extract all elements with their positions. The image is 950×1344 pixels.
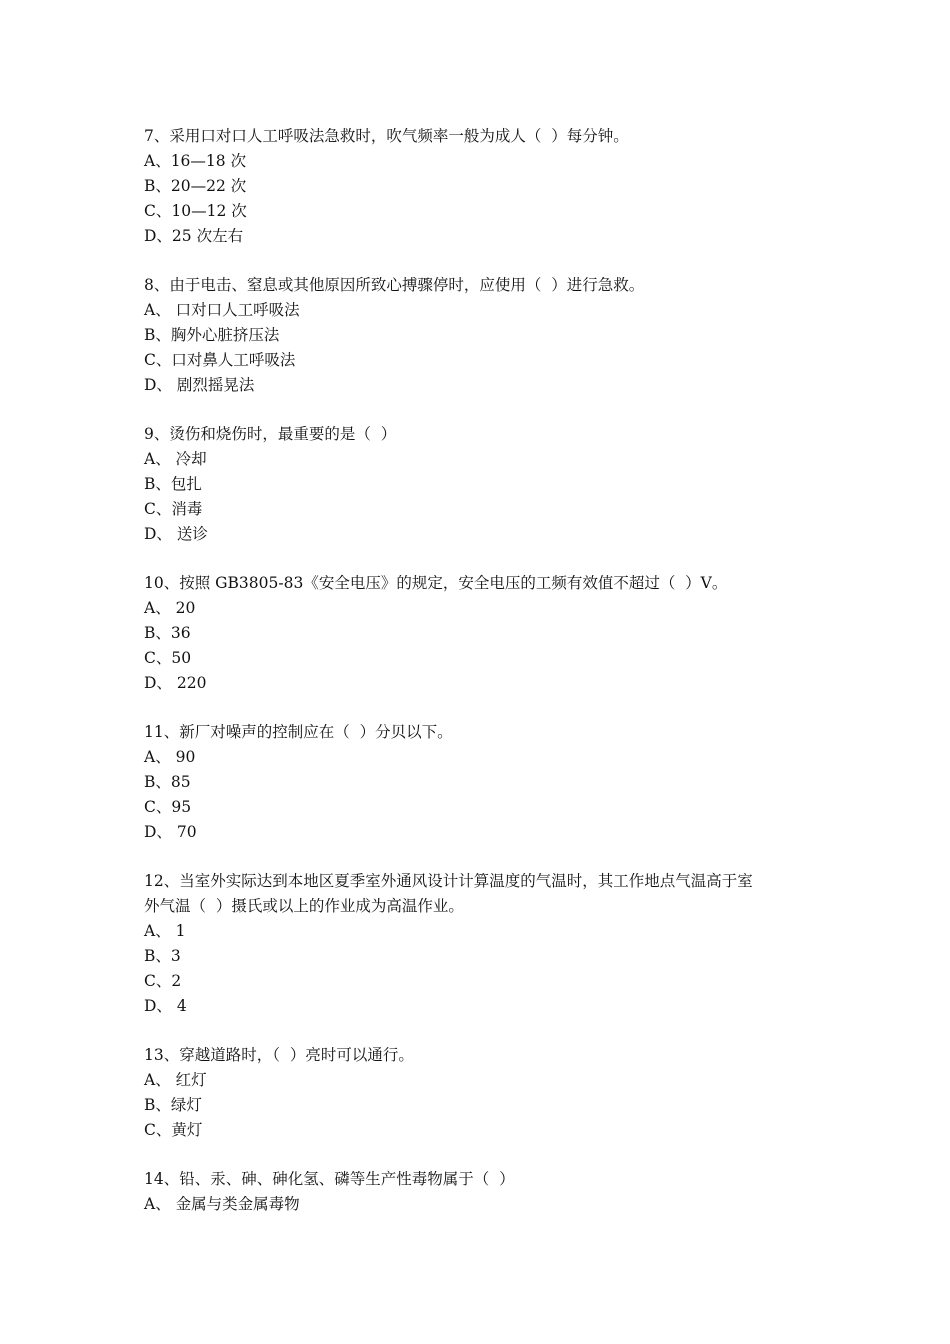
question-stem: 7、采用口对口人工呼吸法急救时，吹气频率一般为成人（ ）每分钟。 — [144, 127, 629, 145]
option-d: D、 4 — [144, 997, 187, 1015]
question-stem: 12、当室外实际达到本地区夏季室外通风设计计算温度的气温时，其工作地点气温高于室 — [144, 872, 753, 890]
option-b: B、36 — [144, 624, 191, 642]
option-c: C、2 — [144, 972, 182, 990]
question-stem: 11、新厂对噪声的控制应在（ ）分贝以下。 — [144, 723, 453, 741]
question-8 — [144, 273, 814, 398]
question-11 — [144, 720, 814, 845]
option-d: D、 送诊 — [144, 525, 208, 543]
option-a: A、 冷却 — [144, 450, 207, 468]
option-d: D、25 次左右 — [144, 227, 244, 245]
option-a: A、16—18 次 — [144, 152, 247, 170]
option-c: C、黄灯 — [144, 1121, 203, 1139]
option-a: A、 1 — [144, 922, 186, 940]
option-c: C、10—12 次 — [144, 202, 247, 220]
option-a: A、 20 — [144, 599, 196, 617]
option-d: D、 220 — [144, 674, 207, 692]
option-a: A、 口对口人工呼吸法 — [144, 301, 300, 319]
question-10 — [144, 571, 814, 696]
option-b: B、85 — [144, 773, 191, 791]
option-b: B、包扎 — [144, 475, 202, 493]
question-9 — [144, 422, 814, 547]
question-stem-continued: 外气温（ ）摄氏或以上的作业成为高温作业。 — [144, 897, 464, 915]
question-7 — [144, 124, 814, 249]
question-13 — [144, 1043, 814, 1143]
question-stem: 8、由于电击、窒息或其他原因所致心搏骤停时，应使用（ ）进行急救。 — [144, 276, 645, 294]
option-a: A、 红灯 — [144, 1071, 207, 1089]
option-b: B、胸外心脏挤压法 — [144, 326, 280, 344]
question-14 — [144, 1167, 814, 1217]
question-stem: 9、烫伤和烧伤时，最重要的是（ ） — [144, 425, 397, 443]
option-c: C、口对鼻人工呼吸法 — [144, 351, 296, 369]
option-c: C、消毒 — [144, 500, 203, 518]
option-b: B、20—22 次 — [144, 177, 247, 195]
question-12 — [144, 869, 814, 1019]
option-c: C、50 — [144, 649, 192, 667]
option-b: B、绿灯 — [144, 1096, 202, 1114]
document-page — [144, 124, 814, 1241]
option-d: D、 剧烈摇晃法 — [144, 376, 255, 394]
option-a: A、 金属与类金属毒物 — [144, 1195, 300, 1213]
option-c: C、95 — [144, 798, 192, 816]
question-stem: 10、按照 GB3805-83《安全电压》的规定，安全电压的工频有效值不超过（ ）V。 — [144, 574, 728, 592]
option-a: A、 90 — [144, 748, 196, 766]
question-stem: 13、穿越道路时，（ ）亮时可以通行。 — [144, 1046, 414, 1064]
question-stem: 14、铅、汞、砷、砷化氢、磷等生产性毒物属于（ ） — [144, 1170, 515, 1188]
option-d: D、 70 — [144, 823, 197, 841]
option-b: B、3 — [144, 947, 181, 965]
